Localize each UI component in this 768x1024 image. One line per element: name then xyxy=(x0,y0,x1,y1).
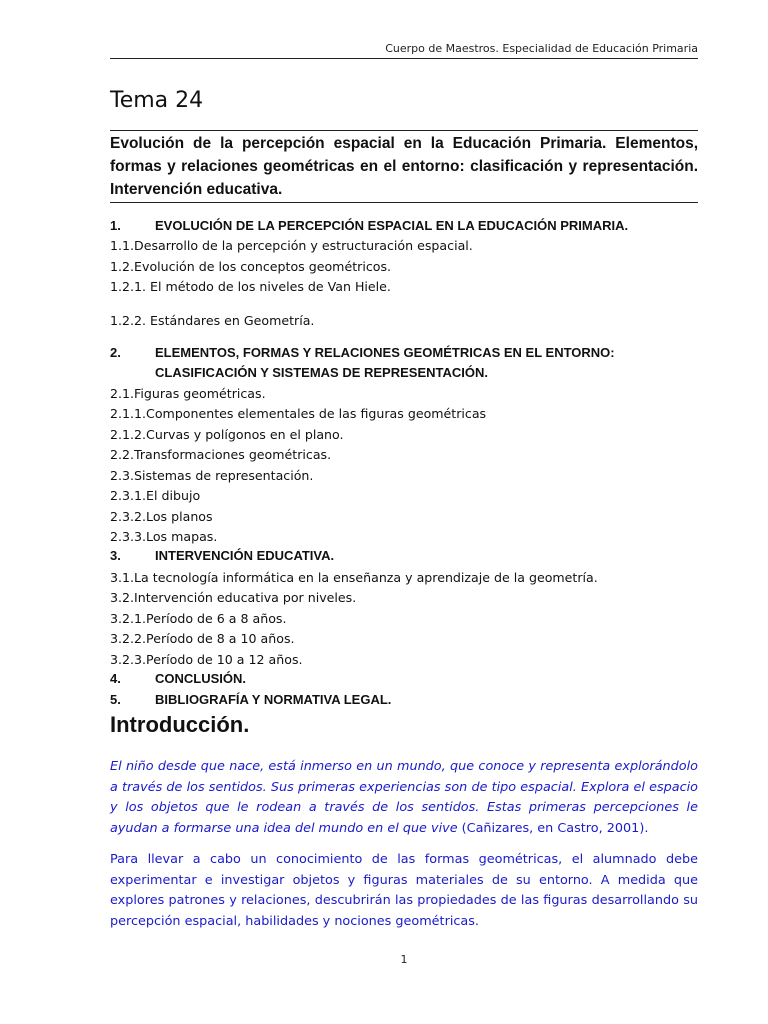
toc-section-number: 5. xyxy=(110,692,121,707)
toc-section-title: EVOLUCIÓN DE LA PERCEPCIÓN ESPACIAL EN LA EDUCACIÓN PRIMARIA. xyxy=(155,218,629,233)
toc-section-title: BIBLIOGRAFÍA Y NORMATIVA LEGAL. xyxy=(155,692,392,707)
toc-section-number: 3. xyxy=(110,548,121,563)
toc-item: 2.3.1.El dibujo xyxy=(110,488,201,503)
toc-section-title-continued: CLASIFICACIÓN Y SISTEMAS DE REPRESENTACIÓN. xyxy=(155,365,488,380)
toc-item: 2.1.Figuras geométricas. xyxy=(110,386,266,401)
toc-section-title: ELEMENTOS, FORMAS Y RELACIONES GEOMÉTRICAS EN EL ENTORNO: xyxy=(155,345,615,360)
toc-section-title: CONCLUSIÓN. xyxy=(155,671,246,686)
toc-item: 3.2.2.Período de 8 a 10 años. xyxy=(110,631,295,646)
toc-item: 1.2.Evolución de los conceptos geométricos. xyxy=(110,259,392,274)
toc-item: 2.3.Sistemas de representación. xyxy=(110,468,314,483)
toc-item: 1.1.Desarrollo de la percepción y estructuración espacial. xyxy=(110,238,473,253)
topic-statement: Evolución de la percepción espacial en la Educación Primaria. Elementos, formas y relaciones geométricas en el entorno: clasificación y representación. Intervención educativa. xyxy=(110,130,698,203)
toc-section-number: 2. xyxy=(110,345,121,360)
running-header: Cuerpo de Maestros. Especialidad de Educación Primaria xyxy=(110,42,698,59)
introduction-paragraph-1 xyxy=(110,757,698,839)
quoted-text: El niño desde que nace, está inmerso en un mundo, que conoce y representa explorándolo a través de los sentidos. Sus primeras experiencias son de tipo espacial. Explora el espacio y los objetos que le rodean a través de los sentidos. Estas primeras percepciones le ayudan a formarse una idea del mundo en el que vive xyxy=(110,759,698,836)
citation: (Cañizares, en Castro, 2001). xyxy=(457,820,649,836)
toc-section-1 xyxy=(110,218,628,233)
toc-section-2 xyxy=(110,345,615,380)
page-number: 1 xyxy=(400,953,408,966)
toc-section-5 xyxy=(110,692,391,707)
toc-section-4 xyxy=(110,671,246,686)
toc-section-3 xyxy=(110,548,334,563)
toc-item: 2.1.2.Curvas y polígonos en el plano. xyxy=(110,427,344,442)
page-title: Tema 24 xyxy=(110,88,204,113)
toc-item: 2.3.3.Los mapas. xyxy=(110,529,218,544)
toc-item: 2.3.2.Los planos xyxy=(110,509,213,524)
toc-item: 3.2.Intervención educativa por niveles. xyxy=(110,590,357,605)
toc-section-title: INTERVENCIÓN EDUCATIVA. xyxy=(155,548,335,563)
toc-item: 3.2.3.Período de 10 a 12 años. xyxy=(110,652,303,667)
introduction-heading: Introducción. xyxy=(110,712,250,737)
toc-item: 3.1.La tecnología informática en la enseñanza y aprendizaje de la geometría. xyxy=(110,570,598,585)
toc-item: 1.2.2. Estándares en Geometría. xyxy=(110,313,315,328)
toc-item: 1.2.1. El método de los niveles de Van Hiele. xyxy=(110,279,391,294)
toc-item: 2.1.1.Componentes elementales de las figuras geométricas xyxy=(110,406,487,421)
toc-section-number: 4. xyxy=(110,671,121,686)
toc-item: 2.2.Transformaciones geométricas. xyxy=(110,447,332,462)
introduction-paragraph-2: Para llevar a cabo un conocimiento de las formas geométricas, el alumnado debe experimentar e investigar objetos y figuras materiales de su entorno. A medida que explores patrones y relaciones, descubrirán las propiedades de las figuras desarrollando su percepción espacial, habilidades y nociones geométricas. xyxy=(110,852,698,929)
toc-item: 3.2.1.Período de 6 a 8 años. xyxy=(110,611,287,626)
toc-section-number: 1. xyxy=(110,218,121,233)
